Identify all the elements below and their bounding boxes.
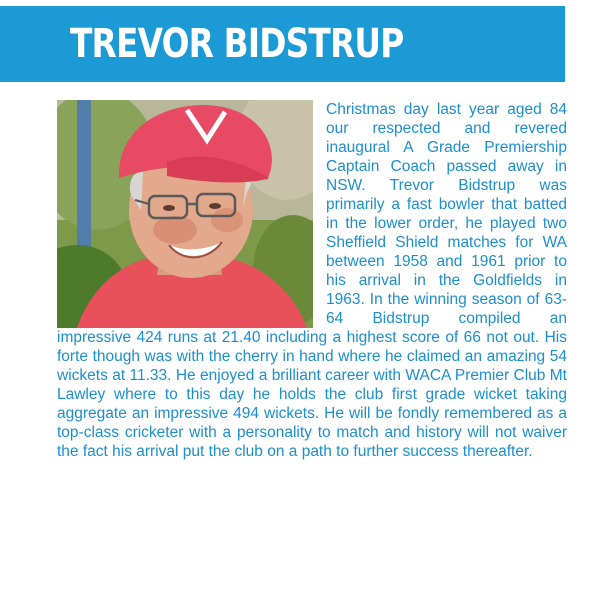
title-banner [0,6,565,82]
portrait-photo [57,100,313,328]
page-title: TREVOR BIDSTRUP [70,21,404,67]
article [57,100,567,461]
article-body: Christmas day last year aged 84 our respected and revered inaugural A Grade Premiership Captain Coach passed away in NSW. Trevor Bidstrup was primarily a fast bowler that batted in the lower order, he played two Sheffield Shield matches for WA between 1958 and 1961 prior to his arrival in the Goldfields in 1963. In the winning season of 63-64 Bidstrup compiled an impressive 424 runs at 21.40 including a highest score of 66 not out. His forte though was with the cherry in hand where he claimed an amazing 54 wickets at 11.33. He enjoyed a brilliant career with WACA Premier Club Mt Lawley where to this day he holds the club first grade wicket taking aggregate an impressive 494 wickets. He will be fondly remembered as a top-class cricketer with a personality to match and history will not waiver the fact his arrival put the club on a path to further success thereafter. [57,101,567,460]
